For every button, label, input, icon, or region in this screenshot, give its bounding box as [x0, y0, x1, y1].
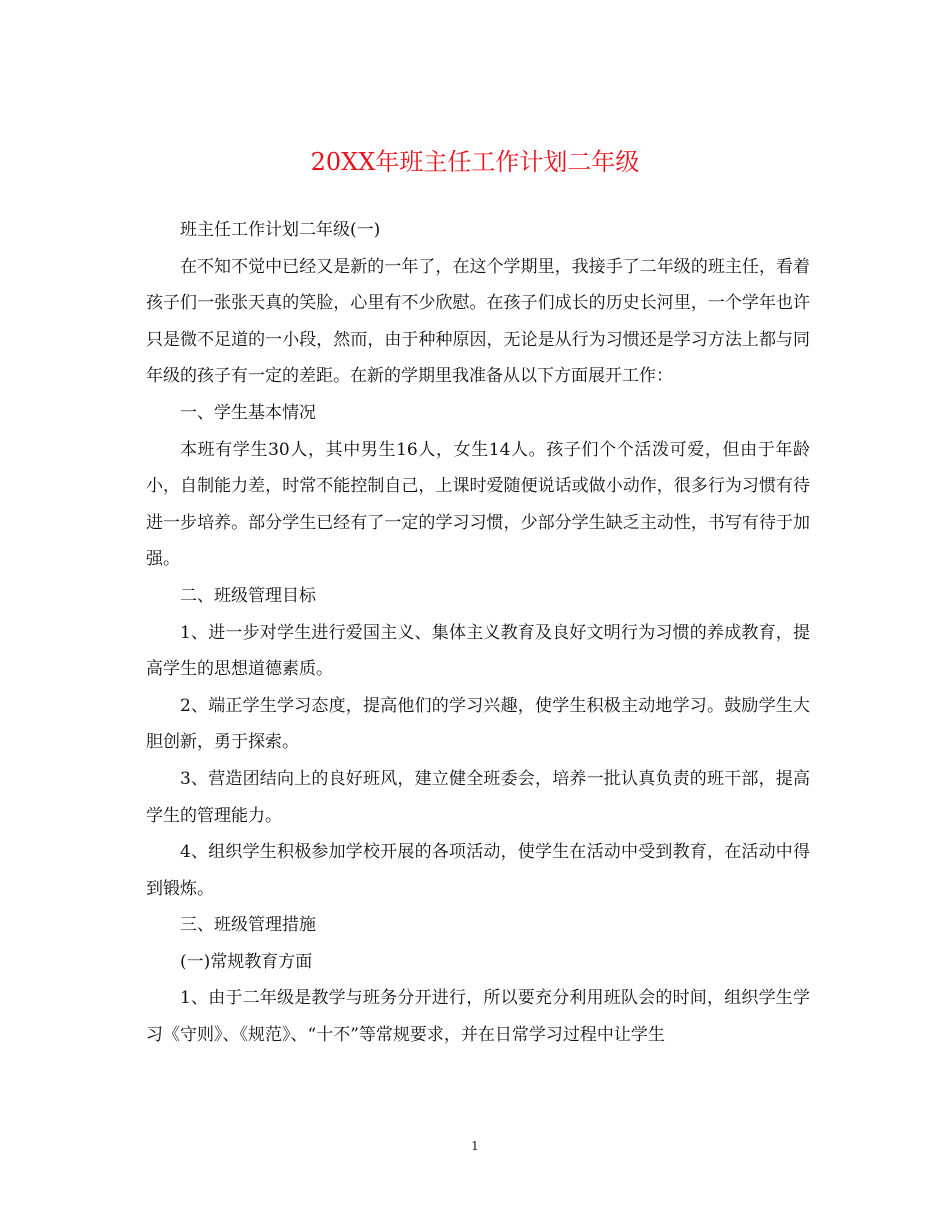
- section-heading-plan: 班主任工作计划二年级(一): [180, 220, 381, 240]
- section-heading-goals: 二、班级管理目标: [180, 585, 316, 606]
- goal-item-4: 4、组织学生积极参加学校开展的各项活动，使学生在活动中受到教育，在活动中得到锻炼。: [146, 842, 810, 899]
- goal-item-2: 2、端正学生学习态度，提高他们的学习兴趣，使学生积极主动地学习。鼓励学生大胆创新，勇于探索。: [146, 695, 810, 753]
- student-info-paragraph: 本班有学生30人，其中男生16人，女生14人。孩子们个个活泼可爱，但由于年龄小，自制能力差，时常不能控制自己，上课时爱随便说话或做小动作，很多行为习惯有待进一步培养。部分学生已经有了一定的学习习惯，少部分学生缺乏主动性，书写有待于加强。: [146, 439, 810, 570]
- page-number: 1: [471, 1139, 479, 1153]
- goal-item-3: 3、营造团结向上的良好班风，建立健全班委会，培养一批认真负责的班干部，提高学生的管理能力。: [146, 768, 810, 826]
- measure-item-1: 1、由于二年级是教学与班务分开进行，所以要充分利用班队会的时间，组织学生学习《守则》、《规范》、“十不”等常规要求，并在日常学习过程中让学生: [146, 988, 810, 1046]
- intro-paragraph: 在不知不觉中已经又是新的一年了，在这个学期里，我接手了二年级的班主任，看着孩子们一张张天真的笑脸，心里有不少欣慰。在孩子们成长的历史长河里，一个学年也许只是微不足道的一小段，然而，由于种种原因，无论是从行为习惯还是学习方法上都与同年级的孩子有一定的差距。在新的学期里我准备从以下方面展开工作：: [146, 256, 810, 387]
- subsection-heading-routine: (一)常规教育方面: [180, 951, 313, 972]
- document-title: 20XX年班主任工作计划二年级: [310, 148, 640, 176]
- document-body: [146, 212, 810, 1054]
- section-heading-student-info: 一、学生基本情况: [180, 402, 316, 423]
- section-heading-measures: 三、班级管理措施: [180, 915, 316, 936]
- goal-item-1: 1、进一步对学生进行爱国主义、集体主义教育及良好文明行为习惯的养成教育，提高学生的思想道德素质。: [146, 622, 810, 680]
